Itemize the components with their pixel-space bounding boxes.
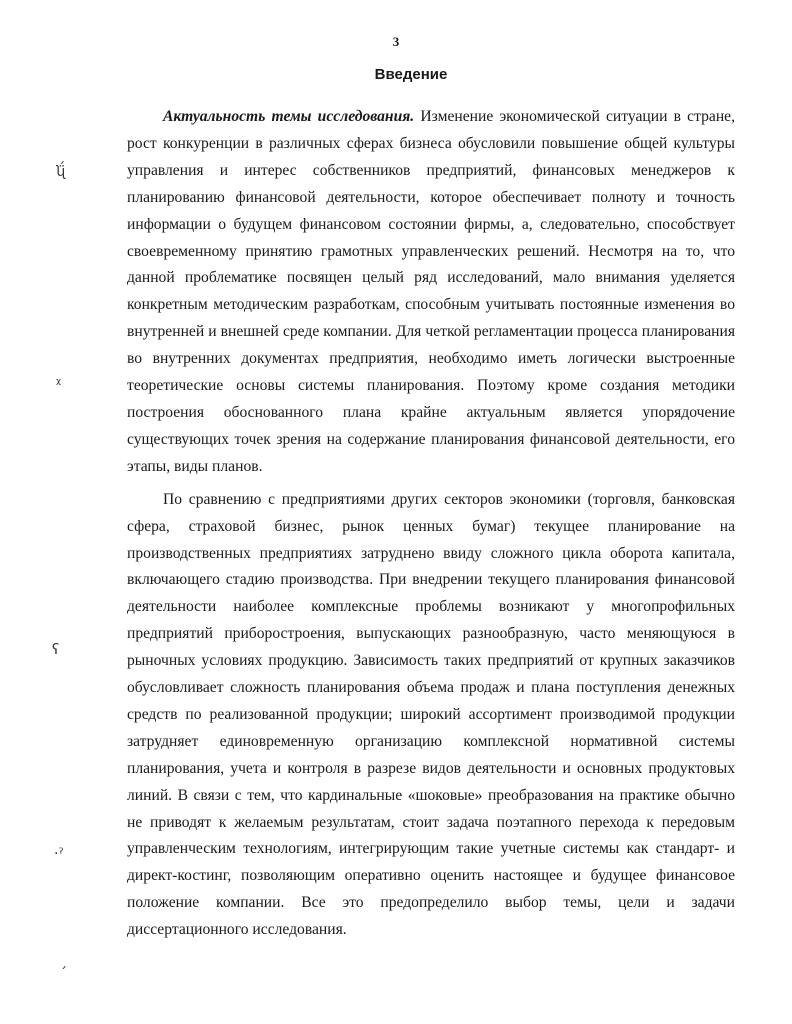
section-heading: Введение xyxy=(374,66,448,83)
paragraph-lead: Актуальность темы исследования. xyxy=(163,108,415,125)
margin-scan-mark: ʯ̈́ xyxy=(56,164,66,180)
margin-scan-mark: ᵡ xyxy=(56,376,62,392)
paragraph-relevance-text: Изменение экономической ситуации в стране, рост конкуренции в различных сферах бизнеса обусловили повышение общей культуры управления и интерес собственников предприятий, финансовых менеджеров к планированию финансовой деятельности, которое обеспечивает полноту и точность информации о будущем финансовом состоянии фирмы, а, следовательно, способствует своевременному принятию грамотных управленческих решений. Несмотря на то, что данной проблематике посвящен целый ряд исследований, мало внимания уделяется конкретным методическим разработкам, способным учитывать постоянные изменения во внутренней и внешней среде компании. Для четкой регламентации процесса планирования во внутренних документах предприятия, необходимо иметь логически выстроенные теоретические основы системы планирования. Поэтому кроме создания методики построения обоснованного плана крайне актуальным является упорядочение существующих точек зрения на содержание планирования финансовой деятельности, его этапы, виды планов. xyxy=(127,108,735,475)
margin-scan-mark: ˊ xyxy=(60,966,67,982)
page-number: 3 xyxy=(392,34,400,49)
margin-scan-mark: ʕ xyxy=(52,642,60,658)
paragraph-relevance xyxy=(127,104,735,481)
margin-scan-mark: ·ˀ xyxy=(54,846,64,862)
body-text xyxy=(127,104,735,950)
paragraph-comparison: По сравнению с предприятиями других секторов экономики (торговля, банковская сфера, страховой бизнес, рынок ценных бумаг) текущее планирование на производственных предприятиях затруднено ввиду сложного цикла оборота капитала, включающего стадию производства. При внедрении текущего планирования финансовой деятельности наиболее комплексные проблемы возникают у многопрофильных предприятий приборостроения, выпускающих разнообразную, часто меняющуюся в рыночных условиях продукцию. Зависимость таких предприятий от крупных заказчиков обусловливает сложность планирования объема продаж и плана поступления денежных средств по реализованной продукции; широкий ассортимент производимой продукции затрудняет единовременную организацию комплексной нормативной системы планирования, учета и контроля в разрезе видов деятельности и основных продуктовых линий. В связи с тем, что кардинальные «шоковые» преобразования на практике обычно не приводят к желаемым результатам, стоит задача поэтапного перехода к передовым управленческим технологиям, интегрирующим такие учетные системы как стандарт- и директ-костинг, позволяющим оперативно оценить настоящее и будущее финансовое положение компании. Все это предопределило выбор темы, цели и задачи диссертационного исследования. xyxy=(127,490,735,939)
